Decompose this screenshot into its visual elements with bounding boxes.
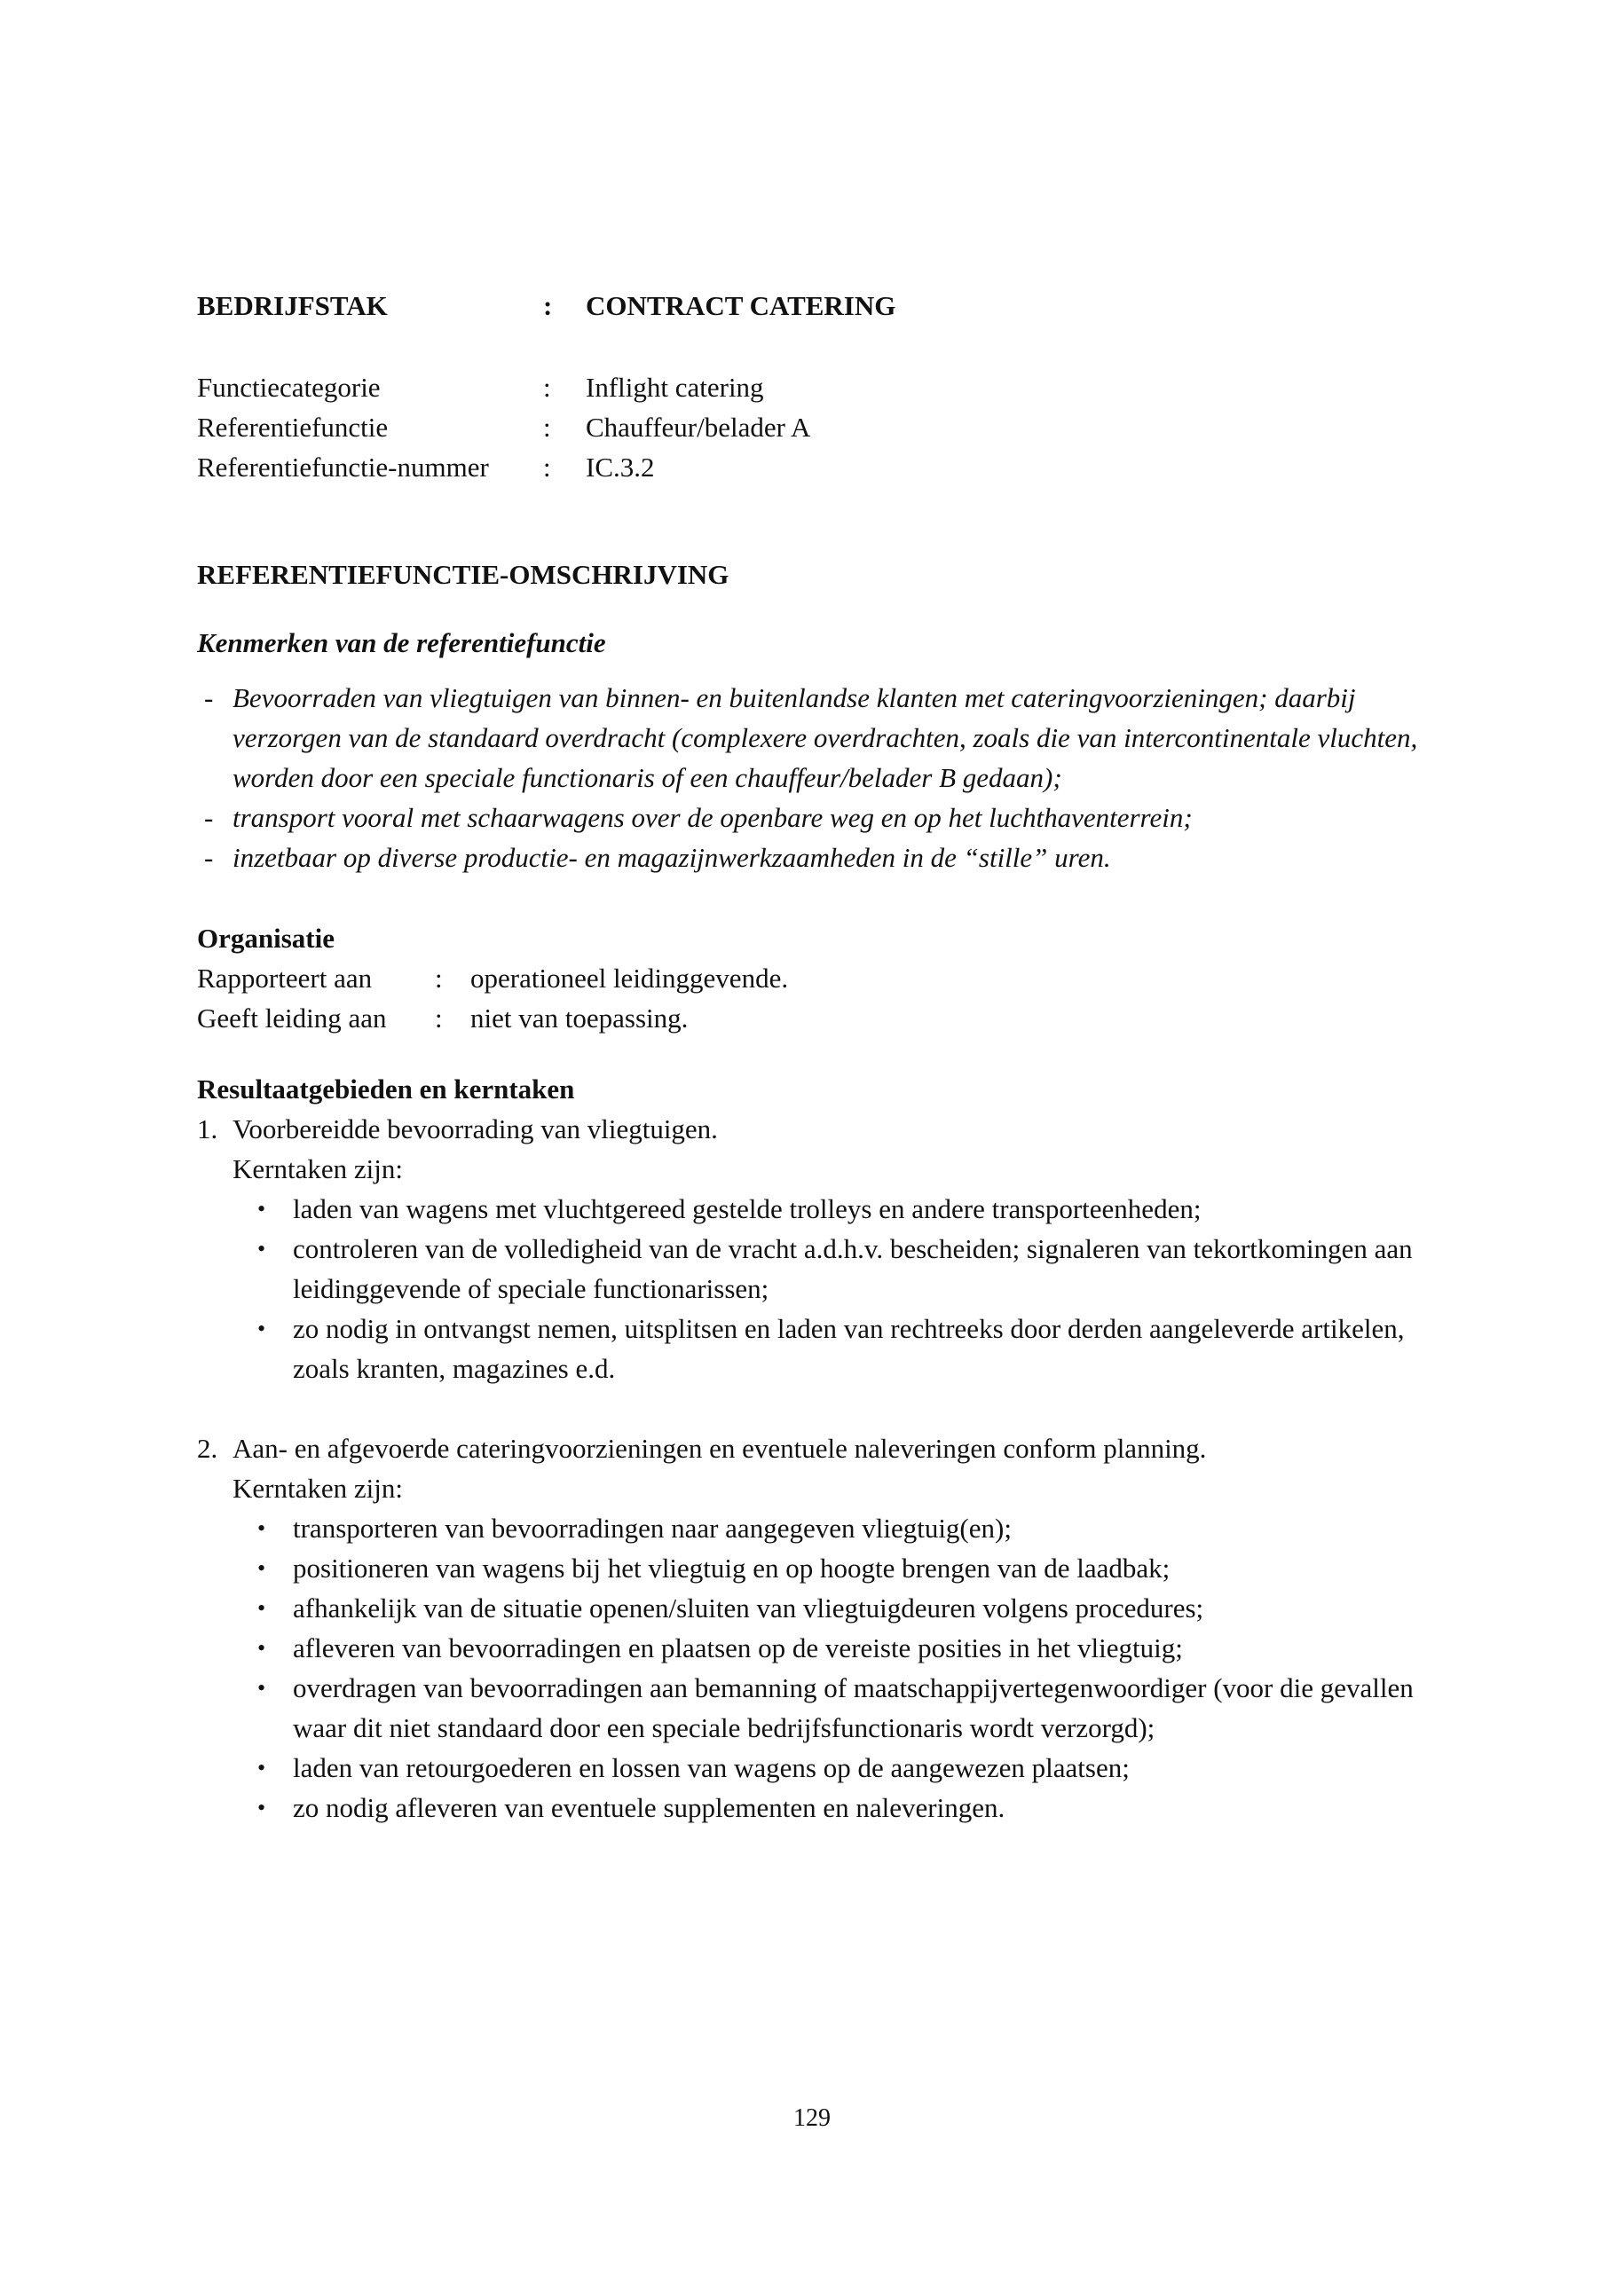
field-value: Chauffeur/belader A [586,412,811,443]
dot-bullet: • [257,1316,266,1341]
dash-bullet: - [204,802,214,833]
numbered-heading [197,1109,1433,1149]
item-heading: Aan- en afgevoerde cateringvoorzieningen en eventuele naleveringen conform planning. [233,1433,1207,1464]
list-item-text: positioneren van wagens bij het vliegtuig en op hoogte brengen van de laadbak; [293,1553,1171,1584]
kerntaken-list [197,1508,1433,1828]
colon-separator: : [543,412,551,443]
field-label: Geeft leiding aan [197,1003,387,1034]
organisatie-row [197,958,1433,998]
item-number: 1. [197,1113,218,1144]
list-item [197,1668,1433,1748]
kerntaken-list [197,1189,1433,1388]
list-item [197,1508,1433,1548]
list-item-text: afhankelijk van de situatie openen/sluiten van vliegtuigdeuren volgens procedures; [293,1592,1204,1624]
dot-bullet: • [257,1795,266,1820]
list-item [197,678,1433,798]
dot-bullet: • [257,1196,266,1222]
kerntaken-label: Kerntaken zijn: [233,1153,403,1184]
list-item [197,798,1433,837]
organisatie-title: Organisatie [197,923,335,954]
list-item-text: laden van retourgoederen en lossen van wagens op de aangewezen plaatsen; [293,1752,1130,1783]
page-number: 129 [793,2104,831,2132]
list-item [197,837,1433,877]
header-row-functiecategorie [197,367,1433,407]
list-item-text: transporteren van bevoorradingen naar aangegeven vliegtuig(en); [293,1513,1012,1544]
resultaat-title: Resultaatgebieden en kerntaken [197,1073,575,1105]
dot-bullet: • [257,1755,266,1781]
field-label: Functiecategorie [197,372,381,403]
colon-separator: : [543,290,553,321]
organisatie-row [197,998,1433,1038]
list-item-text: controleren van de volledigheid van de vracht a.d.h.v. bescheiden; signaleren van tekortkomingen aan leidinggevende of speciale functionarissen; [293,1233,1413,1304]
list-item [197,1588,1433,1628]
field-label: Referentiefunctie [197,412,389,443]
list-item [197,1548,1433,1588]
dot-bullet: • [257,1595,266,1621]
list-item-text: transport vooral met schaarwagens over de openbare weg en op het luchthaventerrein; [233,802,1193,833]
colon-separator: : [435,1003,443,1034]
field-label: BEDRIJFSTAK [197,290,388,321]
field-label: Referentiefunctie-nummer [197,452,489,483]
dot-bullet: • [257,1555,266,1581]
dot-bullet: • [257,1635,266,1661]
list-item-text: Bevoorraden van vliegtuigen van binnen- en buitenlandse klanten met cateringvoorzieningen; daarbij verzorgen van de standaard overdracht (complexere overdrachten, zoals die van intercontinentale vluchten, worden door een speciale functionaris of een chauffeur/belader B gedaan); [233,682,1418,793]
header-row-referentiefunctie-nummer [197,447,1433,487]
dot-bullet: • [257,1515,266,1541]
list-item-text: zo nodig in ontvangst nemen, uitsplitsen en laden van rechtreeks door derden aangeleverde artikelen, zoals kranten, magazines e.d. [293,1313,1405,1384]
kenmerken-title: Kenmerken van de referentiefunctie [197,627,606,658]
colon-separator: : [435,963,443,994]
resultaat-item-1 [197,1109,1433,1388]
item-number: 2. [197,1433,218,1464]
field-value: niet van toepassing. [470,1003,689,1034]
numbered-heading [197,1428,1433,1468]
dot-bullet: • [257,1236,266,1262]
list-item [197,1309,1433,1388]
field-value: Inflight catering [586,372,764,403]
field-value: IC.3.2 [586,452,655,483]
list-item-text: afleveren van bevoorradingen en plaatsen op de vereiste posities in het vliegtuig; [293,1632,1183,1663]
list-item-text: laden van wagens met vluchtgereed gestelde trolleys en andere transporteenheden; [293,1193,1202,1224]
item-heading: Voorbereidde bevoorrading van vliegtuigen. [233,1113,718,1144]
list-item-text: overdragen van bevoorradingen aan bemanning of maatschappijvertegenwoordiger (voor die gevallen waar dit niet standaard door een speciale bedrijfsfunctionaris wordt verzorgd); [293,1672,1414,1743]
header-block [197,286,1433,487]
list-item-text: inzetbaar op diverse productie- en magazijnwerkzaamheden in de “stille” uren. [233,842,1111,873]
list-item [197,1788,1433,1828]
list-item-text: zo nodig afleveren van eventuele supplementen en naleveringen. [293,1792,1005,1823]
list-item [197,1748,1433,1788]
section-title-omschrijving: REFERENTIEFUNCTIE-OMSCHRIJVING [197,559,729,590]
kenmerken-list [197,678,1433,877]
resultaat-item-2 [197,1428,1433,1828]
organisatie-block [197,918,1433,1038]
header-row-bedrijfstak [197,286,1433,326]
list-item [197,1628,1433,1668]
field-label: Rapporteert aan [197,963,373,994]
field-value: CONTRACT CATERING [586,290,896,321]
list-item [197,1229,1433,1309]
colon-separator: : [543,372,551,403]
header-row-referentiefunctie [197,407,1433,447]
dash-bullet: - [204,842,214,873]
dash-bullet: - [204,682,214,713]
field-value: operationeel leidinggevende. [470,963,789,994]
dot-bullet: • [257,1675,266,1701]
list-item [197,1189,1433,1229]
kerntaken-label: Kerntaken zijn: [233,1473,403,1504]
colon-separator: : [543,452,551,483]
